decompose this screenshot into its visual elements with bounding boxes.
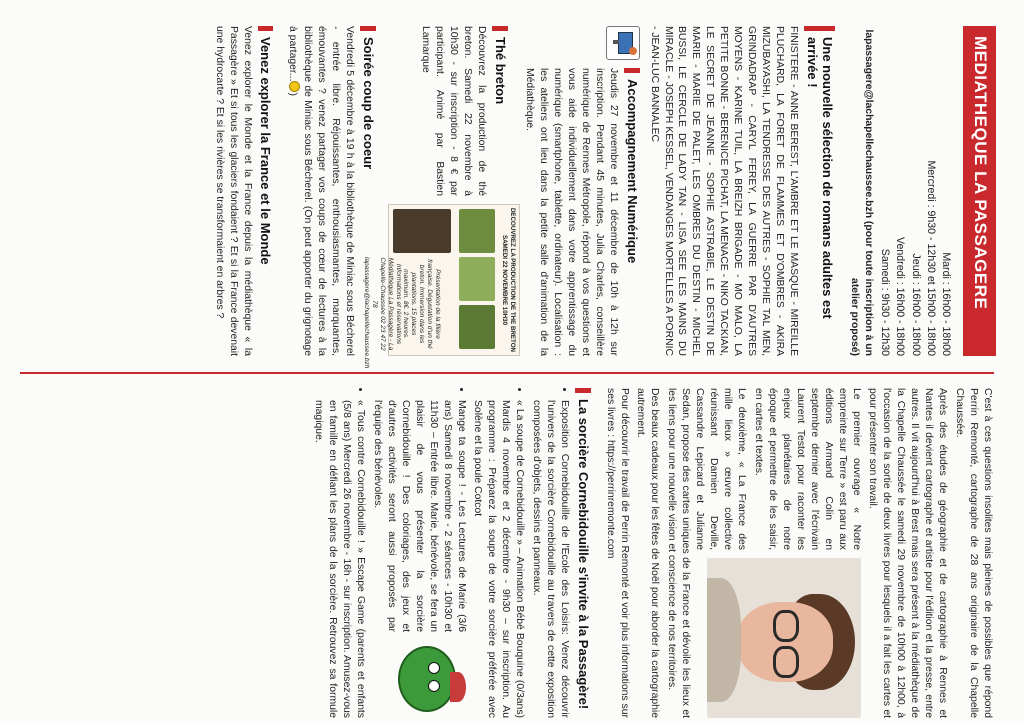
hours-line: Vendredi : 16h00 - 18h00 [894,237,907,356]
hours-line: Samedi : 9h30 - 12h30 [879,248,892,356]
section-heading-the: Thé breton [492,26,508,196]
hours-line: Mardi : 16h00 - 18h00 [940,252,952,356]
section-heading-numerique: Accompagnement Numérique [624,68,640,356]
tea-field-photo [459,305,495,349]
list-item: • « Tous contre Cornebidouille ! » Escape Game (parents et enfants (5/8 ans) Mercredi 26 novembre - 16h - sur inscription. Amusez-vous en famille en défiant les plans de la sorcière. Retrouvez sa formule magique. [311,400,367,718]
section-heading-romans: Une nouvelle sélection de romans adultes est arrivée ! [804,26,835,356]
numerique-text: Jeudis 27 novembre et 11 décembre de 10h à 12h sur inscription. Pendant 45 minutes, Julia Charles, conseillère numérique de Rennes Métropole, répond à vos questions et vous aide individuellement dans votre apprentissage du numérique (smartphone, tablette, ordinateur). Localisation : les ateliers ont lieu dans la petite salle d'animation de la Médiathèque. [524,68,620,356]
hours-line: Jeudi : 16h00 - 18h00 [909,253,922,356]
numerique-block [520,26,644,356]
soiree-end: ) [287,92,299,96]
france-paragraph: Pour découvrir le travail de Perrin Remonté et voir plus informations sur ses livres : https://perrinremonte.com [604,388,630,718]
the-flyer [363,204,520,369]
smiley-icon [289,81,300,92]
right-column [20,388,994,718]
section-heading-soiree: Soirée coup de coeur [360,26,376,356]
contact-email: lapassagere@lachapellechaussee.bzh (pour toute inscription à un atelier proposé) [849,29,875,356]
hours-line: Mercredi : 9h30 - 12h30 et 15h00 - 18h00 [924,160,937,356]
tea-dry-photo [393,209,451,253]
france-paragraph: Le deuxième, « La France des mille lieux » œuvre collective réunissant Damien Deville, Cassandre Lepicard et Julianne Sedan, propose des cartes uniques de la France et dévoile les lieux et les liens pour une nouvelle vision et conscience de nos territoires. [666,388,748,718]
section-heading-sorciere: La sorcière Cornebidouille s'invite à la Passagère! [575,388,591,718]
france-paragraph: Après des études de géographie et de cartographie à Rennes et Nantes il devient cartographe et artiste pour l'édition et la presse, entre autres. Il vit aujourd'hui à Brest mais sera présent à la médiathèque de la Chapelle Chaussée le samedi 29 novembre de 10h00 à 12h00, à l'occasion de la sortie de deux livres pour lesquels il a fait les cartes et pour présenter son travail. [867,388,949,718]
france-paragraph: Des beaux cadeaux pour les fêtes de Noël pour aborder la cartographie autrement. [635,388,661,718]
france-paragraph: Le premier ouvrage « Notre empreinte sur Terre » est paru aux éditions Armand Colin en septembre dernier avec l'écrivain Laurent Testot pour raconter les enjeux planétaires de notre époque et permettre de les saisir, en cartes et textes. [753,388,862,550]
flyer-title: DECOUVREZ LA PRODUCTION DE THE BRETON SAMEDI 22 NOVEMBRE 10H30 [501,207,516,353]
list-item [370,400,468,718]
tea-leaves-photo [459,257,495,301]
list-item-text: Mange ta soupe ! - Les Lectures de Marie (3/6 ans) Samedi 8 novembre - 2 séances - 10h30 et 11h30 – Entrée libre. Marie, bénévole, se fera un plaisir de vous présenter la sorcière Cornebidouille ! Des coloriages, des jeux et d'autres activités seront aussi proposés par l'équipe des bénévoles. [371,400,467,632]
column-divider [20,372,994,374]
section-heading-france: Venez explorer la France et le Monde [258,26,274,356]
book-list: FINISTERE - ANNE BEREST, L'AMBRE ET LE MASQUE - MIREILLE PLUCHARD, LA FORET DE FLAMMES ET D'OMBRES - AKIRA MIZUBAYASHI, LA TENDRESSE DES AUTRES - SOPHIE TAL MEN, GRINDADRAP - CARYL FEREY, LA GUERRE PAR D'AUTRES MOYENS - KARINE TUIL, LA BREIZH BRIGADE - MO MALO, LA PETITE BONNE - BERENICE PICHAT, LA MENACE - NIKO TACKIAN, LE SECRET DE JEANNE - SOPHIE ASTRABIE, LE DESTIN DE MARIE - MARIE DE PALET, LES OMBRES DU DESTIN - MICHEL BUSSI, LE CERCLE DE LADY TAN - LISA SEE LES MAINS DU MIRACLE - JOSEPH KESSEL, VENDANGES MORTELLES A PORNIC - JEAN-LUC BANNALEC [648,26,799,356]
sorciere-list [311,388,571,718]
tea-plant-photo [459,209,495,253]
cornebidouille-illustration [396,638,466,718]
computer-icon [606,26,640,60]
list-item: • « La soupe de Cornebidouille » – Animation Bébé Bouquine (0/3ans) Mardis 4 novembre et 2 décembre - 9h30 – sur inscription. Au programme : Préparez la soupe de votre sorcière préférée avec Solène et la poule Cotcot [471,400,527,718]
soiree-body: Vendredi 5 décembre à 19 h à la bibliothèque de Miniac sous Bécherel - entrée libre. Réjouissantes, enthousiasmantes, marquantes, émouvantes ? venez partager vos coups de cœur de lectures à la bibliothèque de Miniac sous Bécherel. (On peut apporter du grignotage à partager... [287,26,355,356]
opening-hours [878,26,953,356]
soiree-text [285,26,356,356]
list-item: • Exposition Cornebidouille de l'Ecole des Loisirs: Venez découvrir l'univers de la sorcière Cornebidouille au travers de cette exposition composées d'objets, dessins et panneaux. [529,400,571,718]
left-column [20,26,954,369]
france-paragraph: C'est à ces questions insolites mais pleines de possibles que répond Perrin Remonté, cartographe de 28 ans originaire de la Chapelle Chaussée. [954,388,993,718]
france-text: Venez explorer le Monde et la France depuis la médiathèque « la Passagère » Et si tous les glaciers fondaient ? Et si la France devenait une hydrocarte ? Et si les rivières se transformaient en arbres ? [213,26,253,356]
flyer-text: Présentation de la filière française. Dégustation d'un thé breton. Immersion dans les plantations. 15 places maximum. 8€. 2 heures. Informations et réservations Médiathèque La Passagère - La Chapelle-Chaussée 02 23 47 22 78 lapassagere@lachapellechaussee.bzh [363,257,441,369]
the-text: Découvrez la production de thé breton. Samedi 22 novembre à 10h30 - sur inscription - 8 € par participant. Animé par Bastien Lamarque [420,26,487,196]
author-portrait-photo [707,558,861,718]
page-title: MEDIATHEQUE LA PASSAGERE [963,26,996,356]
